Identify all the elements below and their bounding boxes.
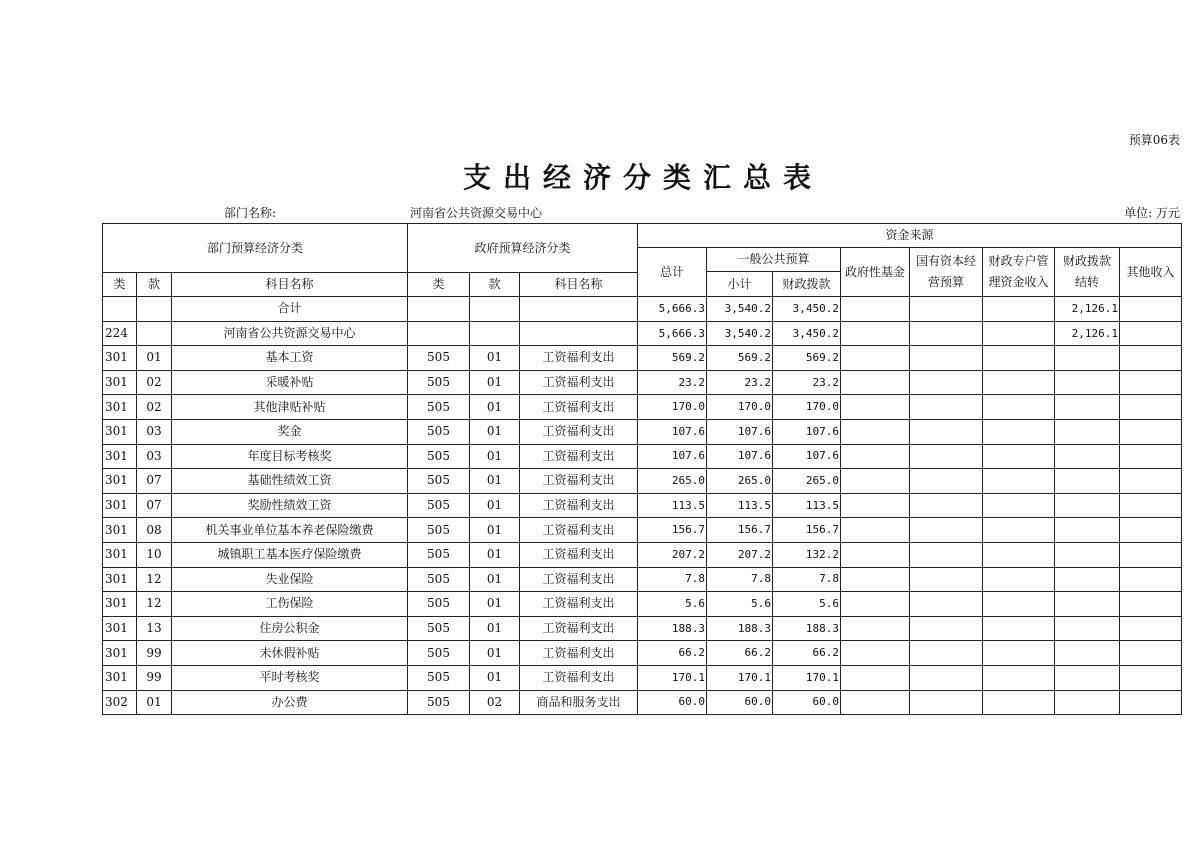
- cell-total: 107.6: [638, 444, 707, 469]
- cell-carryover: [1055, 419, 1120, 444]
- cell-fiscal: 107.6: [773, 419, 841, 444]
- table-row: [103, 469, 1182, 494]
- header-state-capital: [910, 248, 983, 297]
- cell-state-capital: [910, 592, 983, 617]
- cell-item-name: 基础性绩效工资: [172, 469, 408, 494]
- cell-other-income: [1120, 665, 1182, 690]
- cell-carryover: [1055, 395, 1120, 420]
- cell-kuan: 07: [137, 493, 172, 518]
- cell-gov-kuan: [470, 297, 520, 322]
- cell-gov-lei: 505: [408, 542, 470, 567]
- header-special-fund: [983, 248, 1055, 297]
- cell-gov-item-name: 工资福利支出: [520, 493, 638, 518]
- table-row: [103, 370, 1182, 395]
- cell-gov-lei: 505: [408, 592, 470, 617]
- cell-item-name: 河南省公共资源交易中心: [172, 321, 408, 346]
- cell-item-name: 合计: [172, 297, 408, 322]
- cell-gov-item-name: [520, 297, 638, 322]
- cell-total: 5,666.3: [638, 321, 707, 346]
- unit-label: 单位: 万元: [1124, 206, 1180, 220]
- cell-lei: 301: [103, 419, 137, 444]
- cell-special-fund: [983, 346, 1055, 371]
- cell-gov-kuan: 01: [470, 469, 520, 494]
- cell-state-capital: [910, 444, 983, 469]
- cell-subtotal: 170.0: [707, 395, 773, 420]
- cell-lei: 301: [103, 346, 137, 371]
- cell-total: 107.6: [638, 419, 707, 444]
- cell-fiscal: 107.6: [773, 444, 841, 469]
- cell-gov-kuan: 02: [470, 690, 520, 715]
- cell-item-name: 城镇职工基本医疗保险缴费: [172, 542, 408, 567]
- cell-total: 207.2: [638, 542, 707, 567]
- cell-carryover: [1055, 641, 1120, 666]
- cell-gov-fund: [841, 518, 910, 543]
- cell-gov-item-name: 工资福利支出: [520, 518, 638, 543]
- cell-total: 5,666.3: [638, 297, 707, 322]
- cell-kuan: [137, 297, 172, 322]
- cell-gov-lei: 505: [408, 641, 470, 666]
- cell-total: 265.0: [638, 469, 707, 494]
- cell-gov-item-name: 工资福利支出: [520, 567, 638, 592]
- table-row: [103, 493, 1182, 518]
- header-gov-fund: 政府性基金: [841, 248, 910, 297]
- cell-gov-lei: 505: [408, 370, 470, 395]
- header-kuan: 款: [137, 273, 172, 297]
- cell-state-capital: [910, 567, 983, 592]
- cell-other-income: [1120, 346, 1182, 371]
- cell-gov-kuan: 01: [470, 444, 520, 469]
- cell-other-income: [1120, 641, 1182, 666]
- cell-item-name: 年度目标考核奖: [172, 444, 408, 469]
- table-row: [103, 321, 1182, 346]
- cell-state-capital: [910, 542, 983, 567]
- cell-lei: 302: [103, 690, 137, 715]
- dept-name: 河南省公共资源交易中心: [410, 206, 543, 220]
- cell-kuan: 10: [137, 542, 172, 567]
- cell-lei: 301: [103, 493, 137, 518]
- cell-state-capital: [910, 321, 983, 346]
- expenditure-table: [102, 223, 1182, 715]
- cell-other-income: [1120, 297, 1182, 322]
- table-row: [103, 444, 1182, 469]
- cell-total: 156.7: [638, 518, 707, 543]
- form-number: 预算06表: [1128, 133, 1180, 147]
- cell-kuan: 02: [137, 370, 172, 395]
- cell-gov-item-name: 工资福利支出: [520, 542, 638, 567]
- cell-gov-fund: [841, 641, 910, 666]
- cell-total: 23.2: [638, 370, 707, 395]
- cell-special-fund: [983, 395, 1055, 420]
- cell-gov-item-name: 工资福利支出: [520, 419, 638, 444]
- cell-total: 170.1: [638, 665, 707, 690]
- cell-subtotal: 3,540.2: [707, 297, 773, 322]
- cell-gov-kuan: [470, 321, 520, 346]
- header-gov-item-name: 科目名称: [520, 273, 638, 297]
- cell-fiscal: 132.2: [773, 542, 841, 567]
- cell-gov-kuan: 01: [470, 616, 520, 641]
- cell-other-income: [1120, 592, 1182, 617]
- cell-other-income: [1120, 542, 1182, 567]
- cell-gov-item-name: 工资福利支出: [520, 592, 638, 617]
- cell-fiscal: 170.0: [773, 395, 841, 420]
- cell-kuan: 12: [137, 592, 172, 617]
- cell-gov-lei: 505: [408, 665, 470, 690]
- cell-subtotal: 265.0: [707, 469, 773, 494]
- cell-other-income: [1120, 493, 1182, 518]
- cell-gov-fund: [841, 346, 910, 371]
- cell-total: 66.2: [638, 641, 707, 666]
- cell-gov-kuan: 01: [470, 665, 520, 690]
- cell-special-fund: [983, 297, 1055, 322]
- cell-gov-lei: 505: [408, 690, 470, 715]
- cell-other-income: [1120, 567, 1182, 592]
- table-row: [103, 518, 1182, 543]
- cell-special-fund: [983, 592, 1055, 617]
- cell-lei: 224: [103, 321, 137, 346]
- cell-special-fund: [983, 690, 1055, 715]
- cell-gov-lei: 505: [408, 493, 470, 518]
- cell-lei: 301: [103, 542, 137, 567]
- cell-gov-fund: [841, 665, 910, 690]
- cell-item-name: 机关事业单位基本养老保险缴费: [172, 518, 408, 543]
- cell-total: 170.0: [638, 395, 707, 420]
- cell-kuan: 07: [137, 469, 172, 494]
- cell-carryover: [1055, 542, 1120, 567]
- cell-state-capital: [910, 518, 983, 543]
- cell-gov-lei: 505: [408, 567, 470, 592]
- cell-state-capital: [910, 346, 983, 371]
- cell-kuan: 08: [137, 518, 172, 543]
- cell-other-income: [1120, 518, 1182, 543]
- cell-gov-fund: [841, 370, 910, 395]
- cell-carryover: [1055, 665, 1120, 690]
- cell-state-capital: [910, 665, 983, 690]
- cell-fiscal: 5.6: [773, 592, 841, 617]
- header-gov-class: 政府预算经济分类: [408, 224, 638, 273]
- cell-total: 5.6: [638, 592, 707, 617]
- cell-kuan: 01: [137, 346, 172, 371]
- cell-gov-fund: [841, 567, 910, 592]
- cell-item-name: 采暖补贴: [172, 370, 408, 395]
- cell-lei: 301: [103, 469, 137, 494]
- cell-carryover: [1055, 592, 1120, 617]
- cell-gov-fund: [841, 419, 910, 444]
- cell-carryover: 2,126.1: [1055, 321, 1120, 346]
- cell-gov-lei: 505: [408, 419, 470, 444]
- table-row: [103, 641, 1182, 666]
- header-gov-lei: 类: [408, 273, 470, 297]
- cell-item-name: 办公费: [172, 690, 408, 715]
- header-dept-class: 部门预算经济分类: [103, 224, 408, 273]
- cell-gov-kuan: 01: [470, 592, 520, 617]
- cell-gov-item-name: 工资福利支出: [520, 370, 638, 395]
- cell-item-name: 基本工资: [172, 346, 408, 371]
- cell-subtotal: 170.1: [707, 665, 773, 690]
- header-lei: 类: [103, 273, 137, 297]
- cell-gov-lei: 505: [408, 518, 470, 543]
- cell-gov-kuan: 01: [470, 346, 520, 371]
- cell-carryover: [1055, 518, 1120, 543]
- cell-fiscal: 113.5: [773, 493, 841, 518]
- cell-gov-lei: 505: [408, 395, 470, 420]
- cell-subtotal: 107.6: [707, 444, 773, 469]
- cell-kuan: [137, 321, 172, 346]
- cell-subtotal: 66.2: [707, 641, 773, 666]
- cell-total: 569.2: [638, 346, 707, 371]
- cell-item-name: 奖励性绩效工资: [172, 493, 408, 518]
- cell-kuan: 99: [137, 641, 172, 666]
- cell-gov-lei: 505: [408, 444, 470, 469]
- cell-gov-item-name: 工资福利支出: [520, 346, 638, 371]
- cell-gov-kuan: 01: [470, 419, 520, 444]
- cell-kuan: 02: [137, 395, 172, 420]
- cell-gov-kuan: 01: [470, 641, 520, 666]
- cell-special-fund: [983, 665, 1055, 690]
- cell-special-fund: [983, 518, 1055, 543]
- cell-gov-item-name: 商品和服务支出: [520, 690, 638, 715]
- table-row: [103, 616, 1182, 641]
- cell-item-name: 奖金: [172, 419, 408, 444]
- cell-gov-fund: [841, 469, 910, 494]
- cell-carryover: [1055, 616, 1120, 641]
- cell-fiscal: 265.0: [773, 469, 841, 494]
- cell-gov-kuan: 01: [470, 518, 520, 543]
- cell-kuan: 03: [137, 419, 172, 444]
- cell-subtotal: 569.2: [707, 346, 773, 371]
- cell-state-capital: [910, 616, 983, 641]
- cell-kuan: 99: [137, 665, 172, 690]
- cell-subtotal: 7.8: [707, 567, 773, 592]
- cell-subtotal: 23.2: [707, 370, 773, 395]
- cell-state-capital: [910, 641, 983, 666]
- header-state-capital-line2: 营预算: [927, 275, 964, 289]
- cell-state-capital: [910, 395, 983, 420]
- cell-lei: 301: [103, 616, 137, 641]
- cell-special-fund: [983, 616, 1055, 641]
- cell-fiscal: 3,450.2: [773, 297, 841, 322]
- cell-item-name: 工伤保险: [172, 592, 408, 617]
- cell-gov-lei: 505: [408, 346, 470, 371]
- cell-other-income: [1120, 395, 1182, 420]
- cell-item-name: 平时考核奖: [172, 665, 408, 690]
- cell-gov-item-name: 工资福利支出: [520, 665, 638, 690]
- cell-gov-kuan: 01: [470, 395, 520, 420]
- table-row: [103, 567, 1182, 592]
- cell-total: 113.5: [638, 493, 707, 518]
- cell-fiscal: 156.7: [773, 518, 841, 543]
- cell-gov-item-name: 工资福利支出: [520, 469, 638, 494]
- cell-gov-fund: [841, 444, 910, 469]
- cell-carryover: [1055, 469, 1120, 494]
- cell-carryover: 2,126.1: [1055, 297, 1120, 322]
- cell-special-fund: [983, 493, 1055, 518]
- cell-gov-kuan: 01: [470, 542, 520, 567]
- header-general-budget: 一般公共预算: [707, 248, 841, 272]
- cell-fiscal: 188.3: [773, 616, 841, 641]
- header-total: 总计: [638, 248, 707, 297]
- cell-gov-fund: [841, 690, 910, 715]
- header-carryover-line1: 财政拨款: [1062, 254, 1111, 268]
- cell-special-fund: [983, 641, 1055, 666]
- header-special-fund-line1: 财政专户管: [988, 254, 1049, 268]
- header-fiscal-appropriation: 财政拨款: [773, 272, 841, 297]
- cell-gov-fund: [841, 395, 910, 420]
- cell-gov-item-name: 工资福利支出: [520, 444, 638, 469]
- cell-lei: 301: [103, 395, 137, 420]
- cell-other-income: [1120, 469, 1182, 494]
- cell-fiscal: 60.0: [773, 690, 841, 715]
- cell-lei: 301: [103, 567, 137, 592]
- cell-lei: 301: [103, 641, 137, 666]
- cell-state-capital: [910, 469, 983, 494]
- table-row: [103, 665, 1182, 690]
- cell-subtotal: 113.5: [707, 493, 773, 518]
- cell-total: 188.3: [638, 616, 707, 641]
- cell-gov-fund: [841, 297, 910, 322]
- cell-special-fund: [983, 444, 1055, 469]
- cell-item-name: 未休假补贴: [172, 641, 408, 666]
- cell-gov-fund: [841, 321, 910, 346]
- cell-gov-lei: [408, 321, 470, 346]
- cell-subtotal: 3,540.2: [707, 321, 773, 346]
- table-row: [103, 297, 1182, 322]
- cell-gov-item-name: [520, 321, 638, 346]
- cell-lei: [103, 297, 137, 322]
- cell-state-capital: [910, 297, 983, 322]
- header-gov-kuan: 款: [470, 273, 520, 297]
- cell-carryover: [1055, 690, 1120, 715]
- cell-other-income: [1120, 419, 1182, 444]
- cell-state-capital: [910, 690, 983, 715]
- cell-subtotal: 156.7: [707, 518, 773, 543]
- cell-fiscal: 3,450.2: [773, 321, 841, 346]
- table-row: [103, 592, 1182, 617]
- cell-subtotal: 207.2: [707, 542, 773, 567]
- cell-gov-kuan: 01: [470, 370, 520, 395]
- table-row: [103, 346, 1182, 371]
- table-row: [103, 542, 1182, 567]
- cell-other-income: [1120, 616, 1182, 641]
- cell-fiscal: 170.1: [773, 665, 841, 690]
- cell-special-fund: [983, 321, 1055, 346]
- cell-item-name: 其他津贴补贴: [172, 395, 408, 420]
- page-title: 支出经济分类汇总表: [462, 161, 823, 194]
- cell-special-fund: [983, 370, 1055, 395]
- cell-special-fund: [983, 567, 1055, 592]
- cell-other-income: [1120, 690, 1182, 715]
- header-item-name: 科目名称: [172, 273, 408, 297]
- cell-gov-lei: 505: [408, 616, 470, 641]
- cell-gov-fund: [841, 542, 910, 567]
- cell-other-income: [1120, 444, 1182, 469]
- cell-lei: 301: [103, 370, 137, 395]
- cell-gov-kuan: 01: [470, 493, 520, 518]
- cell-kuan: 13: [137, 616, 172, 641]
- table-row: [103, 395, 1182, 420]
- cell-kuan: 03: [137, 444, 172, 469]
- cell-fiscal: 569.2: [773, 346, 841, 371]
- header-fund-source: 资金来源: [638, 224, 1182, 248]
- table-row: [103, 419, 1182, 444]
- cell-other-income: [1120, 370, 1182, 395]
- cell-lei: 301: [103, 592, 137, 617]
- cell-fiscal: 66.2: [773, 641, 841, 666]
- cell-lei: 301: [103, 518, 137, 543]
- cell-gov-item-name: 工资福利支出: [520, 616, 638, 641]
- cell-lei: 301: [103, 444, 137, 469]
- cell-state-capital: [910, 370, 983, 395]
- cell-special-fund: [983, 419, 1055, 444]
- cell-gov-fund: [841, 493, 910, 518]
- cell-gov-lei: [408, 297, 470, 322]
- cell-carryover: [1055, 493, 1120, 518]
- cell-special-fund: [983, 469, 1055, 494]
- cell-kuan: 01: [137, 690, 172, 715]
- header-special-fund-line2: 理资金收入: [988, 275, 1049, 289]
- header-carryover-line2: 结转: [1074, 275, 1099, 289]
- cell-subtotal: 188.3: [707, 616, 773, 641]
- cell-subtotal: 5.6: [707, 592, 773, 617]
- cell-total: 7.8: [638, 567, 707, 592]
- cell-carryover: [1055, 567, 1120, 592]
- header-other-income: 其他收入: [1120, 248, 1182, 297]
- cell-gov-lei: 505: [408, 469, 470, 494]
- cell-gov-fund: [841, 616, 910, 641]
- cell-carryover: [1055, 346, 1120, 371]
- cell-lei: 301: [103, 665, 137, 690]
- header-state-capital-line1: 国有资本经: [915, 254, 976, 268]
- cell-subtotal: 107.6: [707, 419, 773, 444]
- cell-item-name: 失业保险: [172, 567, 408, 592]
- cell-carryover: [1055, 370, 1120, 395]
- header-subtotal: 小计: [707, 272, 773, 297]
- cell-gov-item-name: 工资福利支出: [520, 641, 638, 666]
- dept-label: 部门名称:: [224, 206, 277, 220]
- cell-special-fund: [983, 542, 1055, 567]
- cell-other-income: [1120, 321, 1182, 346]
- cell-gov-item-name: 工资福利支出: [520, 395, 638, 420]
- cell-fiscal: 23.2: [773, 370, 841, 395]
- header-carryover: [1055, 248, 1120, 297]
- cell-subtotal: 60.0: [707, 690, 773, 715]
- cell-state-capital: [910, 419, 983, 444]
- cell-carryover: [1055, 444, 1120, 469]
- cell-gov-fund: [841, 592, 910, 617]
- cell-gov-kuan: 01: [470, 567, 520, 592]
- cell-item-name: 住房公积金: [172, 616, 408, 641]
- cell-kuan: 12: [137, 567, 172, 592]
- cell-state-capital: [910, 493, 983, 518]
- table-row: [103, 690, 1182, 715]
- cell-fiscal: 7.8: [773, 567, 841, 592]
- cell-total: 60.0: [638, 690, 707, 715]
